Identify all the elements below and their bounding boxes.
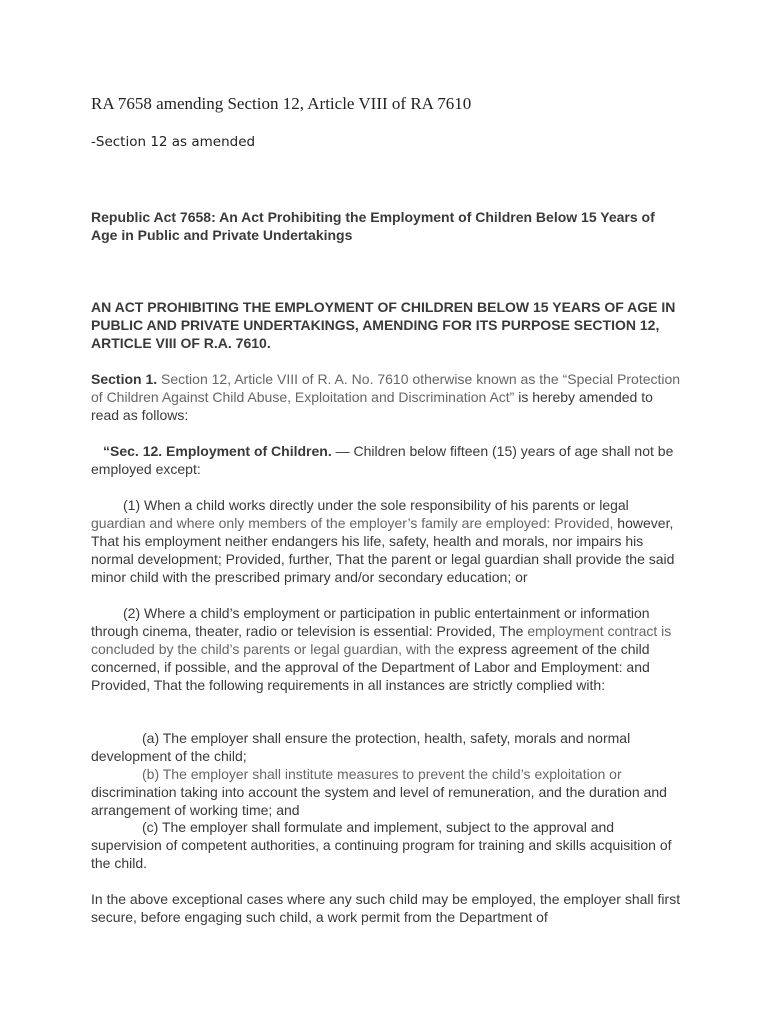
requirement-c: (c) The employer shall formulate and implement, subject to the approval and supervision of competent authorities, a continuing program for training and skills acquisition of the child. xyxy=(91,819,672,871)
section-1-text-b: is hereby amended to read as follows: xyxy=(91,389,653,423)
item-1-text-c: however, That his employment neither endangers his life, safety, health and morals, nor impairs his normal development; Provided, further, That the parent or legal guardian shall provide the said minor child with the prescribed primary and/or secondary education; or xyxy=(91,515,675,585)
document-subtitle: -Section 12 as amended xyxy=(91,134,256,150)
section-1-label: Section 1. xyxy=(91,371,158,387)
item-1-text-b: guardian and where only members of the employer’s family are employed: Provided, xyxy=(91,515,614,531)
document-title: RA 7658 amending Section 12, Article VIII of RA 7610 xyxy=(91,94,472,113)
requirement-b-text-1: (b) The employer shall institute measures to prevent the child’s exploitation or xyxy=(142,766,622,782)
item-2-text-a: (2) Where a child’s employment or participation in public entertainment or information through cinema, theater, radio or television is essential: Provided, The xyxy=(91,605,650,639)
sec-12-text: — Children below fifteen (15) years of age shall not be employed except: xyxy=(91,443,674,477)
requirement-a: (a) The employer shall ensure the protection, health, safety, morals and normal development of the child; xyxy=(91,730,631,764)
item-1-paragraph xyxy=(91,496,681,586)
item-2-text-b: employment contract is concluded by the child’s parents or legal guardian, with the xyxy=(91,623,672,657)
item-2-paragraph xyxy=(91,604,681,694)
item-2-text-c: express agreement of the child concerned, if possible, and the approval of the Department of Labor and Employment: and Provided, That the following requirements in all instances are strictly complied with: xyxy=(91,641,650,693)
act-heading: Republic Act 7658: An Act Prohibiting the Employment of Children Below 15 Years of Age in Public and Private Undertakings xyxy=(91,209,655,243)
act-caps-heading: AN ACT PROHIBITING THE EMPLOYMENT OF CHILDREN BELOW 15 YEARS OF AGE IN PUBLIC AND PRIVATE UNDERTAKINGS, AMENDING FOR ITS PURPOSE SECTION 12, ARTICLE VIII OF R.A. 7610. xyxy=(91,299,676,351)
sec-12-paragraph xyxy=(91,442,681,478)
requirement-b xyxy=(91,765,681,819)
closing-paragraph: In the above exceptional cases where any such child may be employed, the employer shall first secure, before engaging such child, a work permit from the Department of xyxy=(91,891,681,925)
requirement-b-text-2: discrimination taking into account the system and level of remuneration, and the duration and arrangement of working time; and xyxy=(91,784,667,818)
item-1-text-a: (1) When a child works directly under the sole responsibility of his parents or legal xyxy=(123,497,629,513)
sec-12-label: “Sec. 12. Employment of Children. xyxy=(103,443,332,459)
section-1-paragraph xyxy=(91,370,681,424)
section-1-text-a: Section 12, Article VIII of R. A. No. 7610 otherwise known as the “Special Protection of Children Against Child Abuse, Exploitation and Discrimination Act” xyxy=(91,371,681,405)
